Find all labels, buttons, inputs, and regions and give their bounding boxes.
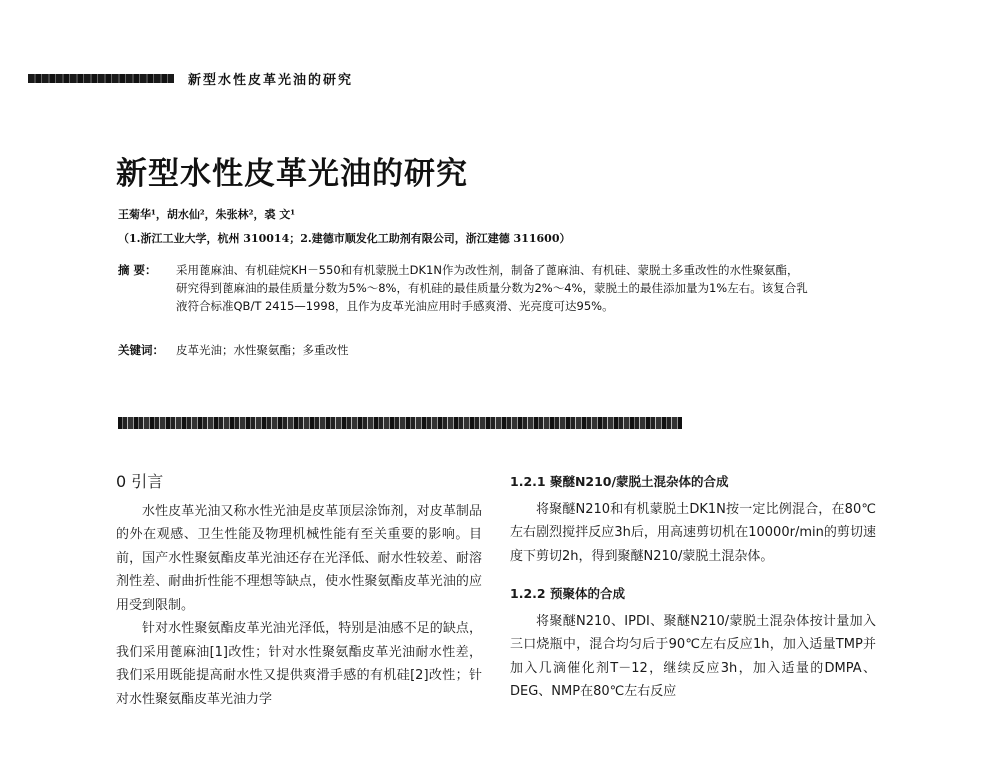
- abstract-block: [118, 261, 808, 315]
- left-column: [116, 470, 482, 711]
- section-divider: [118, 417, 682, 429]
- abstract-label: 摘 要：: [118, 263, 157, 277]
- header-decoration-bar: [28, 74, 174, 83]
- section-heading-introduction: 0 引言: [116, 472, 164, 491]
- keywords-label: 关键词：: [118, 343, 164, 357]
- intro-paragraph-1: 水性皮革光油又称水性光油是皮革顶层涂饰剂，对皮革制品的外在观感、卫生性能及物理机械性能有至关重要的影响。目前，国产水性聚氨酯皮革光油还存在光泽低、耐水性较差、耐溶剂性差、耐曲折性能不理想等缺点，使水性聚氨酯皮革光油的应用受到限制。: [116, 503, 482, 613]
- keywords-block: [118, 342, 349, 358]
- subsection-text-1-2-1: 将聚醚N210和有机蒙脱土DK1N按一定比例混合，在80℃左右剧烈搅拌反应3h后，用高速剪切机在10000r/min的剪切速度下剪切2h，得到聚醚N210/蒙脱土混杂体。: [510, 501, 876, 564]
- abstract-text: 采用蓖麻油、有机硅烷KH－550和有机蒙脱土DK1N作为改性剂，制备了蓖麻油、有机硅、蒙脱土多重改性的水性聚氨酯，研究得到蓖麻油的最佳质量分数为5%～8%，有机硅的最佳质量分数为2%～4%，蒙脱土的最佳添加量为1%左右。该复合乳液符合标准QB/T 2415—1998，且作为皮革光油应用时手感爽滑、光亮度可达95%。: [176, 263, 808, 313]
- subsection-heading-1-2-1: 1.2.1 聚醚N210/蒙脱土混杂体的合成: [510, 474, 729, 489]
- keywords-text: 皮革光油；水性聚氨酯；多重改性: [176, 343, 349, 357]
- intro-paragraph-2: 针对水性聚氨酯皮革光油光泽低，特别是油感不足的缺点，我们采用蓖麻油[1]改性；针对水性聚氨酯皮革光油耐水性差，我们采用既能提高耐水性又提供爽滑手感的有机硅[2]改性；针对水性聚氨酯皮革光油力学: [116, 621, 482, 707]
- subsection-heading-1-2-2: 1.2.2 预聚体的合成: [510, 586, 625, 601]
- running-header: [28, 70, 353, 86]
- section-gap: [510, 568, 876, 582]
- author-affiliation: （1.浙江工业大学，杭州 310014；2.建德市顺发化工助剂有限公司，浙江建德 311600）: [118, 232, 571, 245]
- author-list: 王菊华¹，胡水仙²，朱张林²，裘 文¹: [118, 208, 296, 221]
- running-title: 新型水性皮革光油的研究: [188, 72, 354, 88]
- article-title: 新型水性皮革光油的研究: [116, 156, 468, 192]
- right-column: [510, 470, 876, 704]
- subsection-text-1-2-2: 将聚醚N210、IPDI、聚醚N210/蒙脱土混杂体按计量加入三口烧瓶中，混合均匀后于90℃左右反应1h，加入适量TMP并加入几滴催化剂T－12，继续反应3h，加入适量的DMPA、DEG、NMP在80℃左右反应: [510, 613, 876, 699]
